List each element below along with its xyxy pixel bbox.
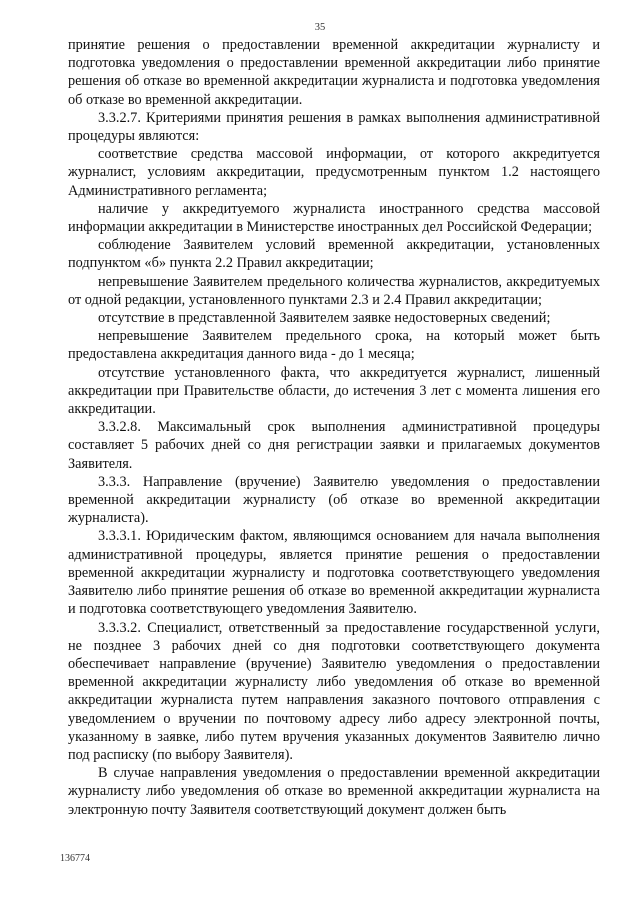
paragraph: 3.3.3.2. Специалист, ответственный за предоставление государственной услуги, не позднее 3 рабочих дней со дня подготовки соответствующего документа обеспечивает направление (вручение) Заявителю уведомления о предоставлении временной аккредитации журналисту либо уведомления об отказе во временной аккредитации журналиста путем направления заказного почтового отправления с уведомлением о вручении по почтовому адресу либо адресу электронной почты, указанному в заявке, либо путем вручения указанных документов Заявителю лично под расписку (по выбору Заявителя). (68, 619, 600, 763)
list-item: непревышение Заявителем предельного количества журналистов, аккредитуемых от одной редакции, установленного пунктами 2.3 и 2.4 Правил аккредитации; (68, 273, 600, 308)
page-number: 35 (314, 22, 326, 33)
list-item: отсутствие установленного факта, что аккредитуется журналист, лишенный аккредитации при Правительстве области, до истечения 3 лет с момента лишения его аккредитации. (68, 364, 600, 418)
paragraph: принятие решения о предоставлении временной аккредитации журналисту и подготовка уведомления о предоставлении временной аккредитации либо принятие решения об отказе во временной аккредитации журналиста и подготовка уведомления об отказе во временной аккредитации. (68, 37, 600, 108)
list-item: соблюдение Заявителем условий временной аккредитации, установленных подпунктом «б» пункта 2.2 Правил аккредитации; (68, 237, 600, 272)
section-heading: 3.3.3. Направление (вручение) Заявителю уведомления о предоставлении временной аккредитации журналисту (об отказе во временной аккредитации журналиста). (68, 473, 600, 527)
list-item: соответствие средства массовой информации, от которого аккредитуется журналист, условиям аккредитации, предусмотренным пунктом 1.2 настоящего Административного регламента; (68, 146, 600, 199)
paragraph: 3.3.3.1. Юридическим фактом, являющимся основанием для начала выполнения административной процедуры, является принятие решения о предоставлении временной аккредитации журналисту и подготовка соответствующего уведомления Заявителю либо принятие решения об отказе во временной аккредитации журналиста и подготовка соответствующего уведомления Заявителю. (68, 528, 600, 618)
list-item: отсутствие в представленной Заявителем заявке недостоверных сведений; (98, 310, 551, 327)
paragraph: 3.3.2.7. Критериями принятия решения в рамках выполнения административной процедуры являются: (68, 109, 600, 145)
footer-code: 136774 (60, 853, 90, 864)
document-body (68, 36, 600, 819)
paragraph: 3.3.2.8. Максимальный срок выполнения административной процедуры составляет 5 рабочих дней со дня регистрации заявки и прилагаемых документов Заявителя. (68, 419, 600, 472)
list-item: непревышение Заявителем предельного срока, на который может быть предоставлена аккредитация данного вида - до 1 месяца; (68, 328, 600, 363)
paragraph: В случае направления уведомления о предоставлении временной аккредитации журналисту либо уведомления об отказе во временной аккредитации журналиста на электронную почту Заявителя соответствующий документ должен быть (68, 765, 600, 818)
list-item: наличие у аккредитуемого журналиста иностранного средства массовой информации аккредитации в Министерстве иностранных дел Российской Федерации; (68, 200, 600, 236)
